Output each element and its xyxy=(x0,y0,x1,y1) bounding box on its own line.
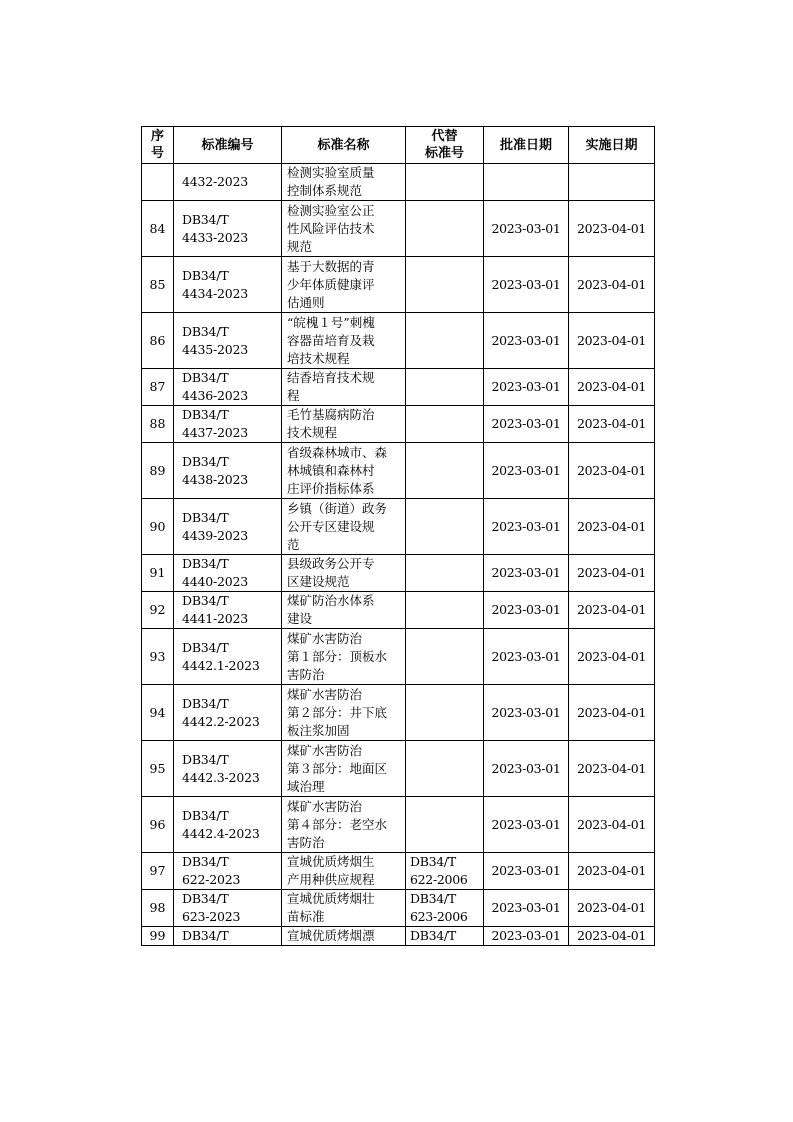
row-standard-name: 煤矿水害防治 第４部分：老空水 害防治 xyxy=(282,797,406,853)
row-standard-name: 煤矿水害防治 第３部分：地面区 域治理 xyxy=(282,741,406,797)
row-standard-code: DB34/T 622-2023 xyxy=(174,853,282,890)
table-row xyxy=(142,313,655,369)
col-header-code: 标准编号 xyxy=(174,127,282,164)
row-implement-date: 2023-04-01 xyxy=(569,555,655,592)
row-standard-code: DB34/T 4439-2023 xyxy=(174,499,282,555)
row-standard-name: 检测实验室公正 性风险评估技术 规范 xyxy=(282,201,406,257)
row-implement-date: 2023-04-01 xyxy=(569,499,655,555)
table-row xyxy=(142,853,655,890)
row-standard-code: DB34/T 4442.3-2023 xyxy=(174,741,282,797)
row-replaced-standard xyxy=(406,443,484,499)
row-standard-code: DB34/T xyxy=(174,927,282,946)
row-standard-code: DB34/T 4442.4-2023 xyxy=(174,797,282,853)
row-seq: 90 xyxy=(142,499,174,555)
row-standard-name: 煤矿水害防治 第２部分：井下底 板注浆加固 xyxy=(282,685,406,741)
row-implement-date: 2023-04-01 xyxy=(569,927,655,946)
row-seq: 99 xyxy=(142,927,174,946)
col-header-name: 标准名称 xyxy=(282,127,406,164)
row-seq: 86 xyxy=(142,313,174,369)
row-approve-date: 2023-03-01 xyxy=(484,592,569,629)
row-replaced-standard: DB34/T 622-2006 xyxy=(406,853,484,890)
row-standard-code: DB34/T 4433-2023 xyxy=(174,201,282,257)
row-replaced-standard xyxy=(406,685,484,741)
row-seq: 92 xyxy=(142,592,174,629)
row-standard-code: DB34/T 4435-2023 xyxy=(174,313,282,369)
table-row xyxy=(142,164,655,201)
row-approve-date: 2023-03-01 xyxy=(484,499,569,555)
row-approve-date: 2023-03-01 xyxy=(484,685,569,741)
row-implement-date: 2023-04-01 xyxy=(569,797,655,853)
row-standard-name: 毛竹基腐病防治 技术规程 xyxy=(282,406,406,443)
table-row xyxy=(142,443,655,499)
row-standard-code: DB34/T 4434-2023 xyxy=(174,257,282,313)
row-seq: 98 xyxy=(142,890,174,927)
table-row xyxy=(142,797,655,853)
row-implement-date: 2023-04-01 xyxy=(569,853,655,890)
row-replaced-standard xyxy=(406,797,484,853)
row-replaced-standard xyxy=(406,592,484,629)
row-replaced-standard xyxy=(406,313,484,369)
row-standard-name: 省级森林城市、森 林城镇和森林村 庄评价指标体系 xyxy=(282,443,406,499)
row-approve-date: 2023-03-01 xyxy=(484,741,569,797)
row-standard-name: 宣城优质烤烟生 产用种供应规程 xyxy=(282,853,406,890)
row-replaced-standard xyxy=(406,369,484,406)
row-approve-date xyxy=(484,164,569,201)
table-row xyxy=(142,406,655,443)
row-approve-date: 2023-03-01 xyxy=(484,443,569,499)
row-implement-date: 2023-04-01 xyxy=(569,592,655,629)
row-replaced-standard xyxy=(406,741,484,797)
row-seq: 96 xyxy=(142,797,174,853)
row-approve-date: 2023-03-01 xyxy=(484,313,569,369)
row-standard-code: DB34/T 4437-2023 xyxy=(174,406,282,443)
row-seq: 87 xyxy=(142,369,174,406)
table-row xyxy=(142,890,655,927)
row-approve-date: 2023-03-01 xyxy=(484,201,569,257)
row-standard-name: 煤矿水害防治 第１部分：顶板水 害防治 xyxy=(282,629,406,685)
row-implement-date: 2023-04-01 xyxy=(569,313,655,369)
table-row xyxy=(142,499,655,555)
row-seq: 95 xyxy=(142,741,174,797)
row-standard-name: 县级政务公开专 区建设规范 xyxy=(282,555,406,592)
row-approve-date: 2023-03-01 xyxy=(484,257,569,313)
header-row xyxy=(142,127,655,164)
col-header-replace: 代替 标准号 xyxy=(406,127,484,164)
row-replaced-standard xyxy=(406,499,484,555)
row-standard-code: DB34/T 4441-2023 xyxy=(174,592,282,629)
row-replaced-standard: DB34/T 623-2006 xyxy=(406,890,484,927)
row-replaced-standard xyxy=(406,257,484,313)
row-implement-date: 2023-04-01 xyxy=(569,443,655,499)
col-header-seq: 序 号 xyxy=(142,127,174,164)
row-standard-code: DB34/T 4438-2023 xyxy=(174,443,282,499)
row-seq: 91 xyxy=(142,555,174,592)
table-row xyxy=(142,927,655,946)
row-replaced-standard xyxy=(406,406,484,443)
row-approve-date: 2023-03-01 xyxy=(484,927,569,946)
table-row xyxy=(142,592,655,629)
row-standard-code: DB34/T 4442.1-2023 xyxy=(174,629,282,685)
row-standard-name: 结香培育技术规 程 xyxy=(282,369,406,406)
row-approve-date: 2023-03-01 xyxy=(484,369,569,406)
table-row xyxy=(142,201,655,257)
row-approve-date: 2023-03-01 xyxy=(484,853,569,890)
row-approve-date: 2023-03-01 xyxy=(484,629,569,685)
row-approve-date: 2023-03-01 xyxy=(484,555,569,592)
table-row xyxy=(142,369,655,406)
row-implement-date: 2023-04-01 xyxy=(569,629,655,685)
row-implement-date: 2023-04-01 xyxy=(569,741,655,797)
row-implement-date xyxy=(569,164,655,201)
row-standard-code: DB34/T 623-2023 xyxy=(174,890,282,927)
row-seq: 88 xyxy=(142,406,174,443)
row-replaced-standard xyxy=(406,201,484,257)
row-replaced-standard xyxy=(406,164,484,201)
row-implement-date: 2023-04-01 xyxy=(569,201,655,257)
row-standard-name: 检测实验室质量 控制体系规范 xyxy=(282,164,406,201)
row-seq xyxy=(142,164,174,201)
row-seq: 84 xyxy=(142,201,174,257)
row-implement-date: 2023-04-01 xyxy=(569,890,655,927)
row-implement-date: 2023-04-01 xyxy=(569,406,655,443)
row-implement-date: 2023-04-01 xyxy=(569,369,655,406)
table-row xyxy=(142,741,655,797)
col-header-implement-date: 实施日期 xyxy=(569,127,655,164)
row-replaced-standard xyxy=(406,555,484,592)
row-standard-code: DB34/T 4436-2023 xyxy=(174,369,282,406)
row-standard-name: 宣城优质烤烟壮 苗标准 xyxy=(282,890,406,927)
table-row xyxy=(142,685,655,741)
row-standard-name: 基于大数据的青 少年体质健康评 估通则 xyxy=(282,257,406,313)
row-approve-date: 2023-03-01 xyxy=(484,890,569,927)
row-approve-date: 2023-03-01 xyxy=(484,797,569,853)
row-replaced-standard: DB34/T xyxy=(406,927,484,946)
row-implement-date: 2023-04-01 xyxy=(569,257,655,313)
row-seq: 94 xyxy=(142,685,174,741)
row-seq: 89 xyxy=(142,443,174,499)
row-standard-code: 4432-2023 xyxy=(174,164,282,201)
row-seq: 93 xyxy=(142,629,174,685)
row-seq: 97 xyxy=(142,853,174,890)
row-standard-name: 乡镇（街道）政务 公开专区建设规 范 xyxy=(282,499,406,555)
table-row xyxy=(142,257,655,313)
row-seq: 85 xyxy=(142,257,174,313)
row-replaced-standard xyxy=(406,629,484,685)
row-standard-code: DB34/T 4440-2023 xyxy=(174,555,282,592)
table-row xyxy=(142,629,655,685)
row-standard-name: “皖槐１号”刺槐 容器苗培育及栽 培技术规程 xyxy=(282,313,406,369)
table-row xyxy=(142,555,655,592)
row-standard-code: DB34/T 4442.2-2023 xyxy=(174,685,282,741)
standards-table xyxy=(141,126,655,946)
row-standard-name: 煤矿防治水体系 建设 xyxy=(282,592,406,629)
row-implement-date: 2023-04-01 xyxy=(569,685,655,741)
col-header-approve-date: 批准日期 xyxy=(484,127,569,164)
row-standard-name: 宣城优质烤烟漂 xyxy=(282,927,406,946)
row-approve-date: 2023-03-01 xyxy=(484,406,569,443)
